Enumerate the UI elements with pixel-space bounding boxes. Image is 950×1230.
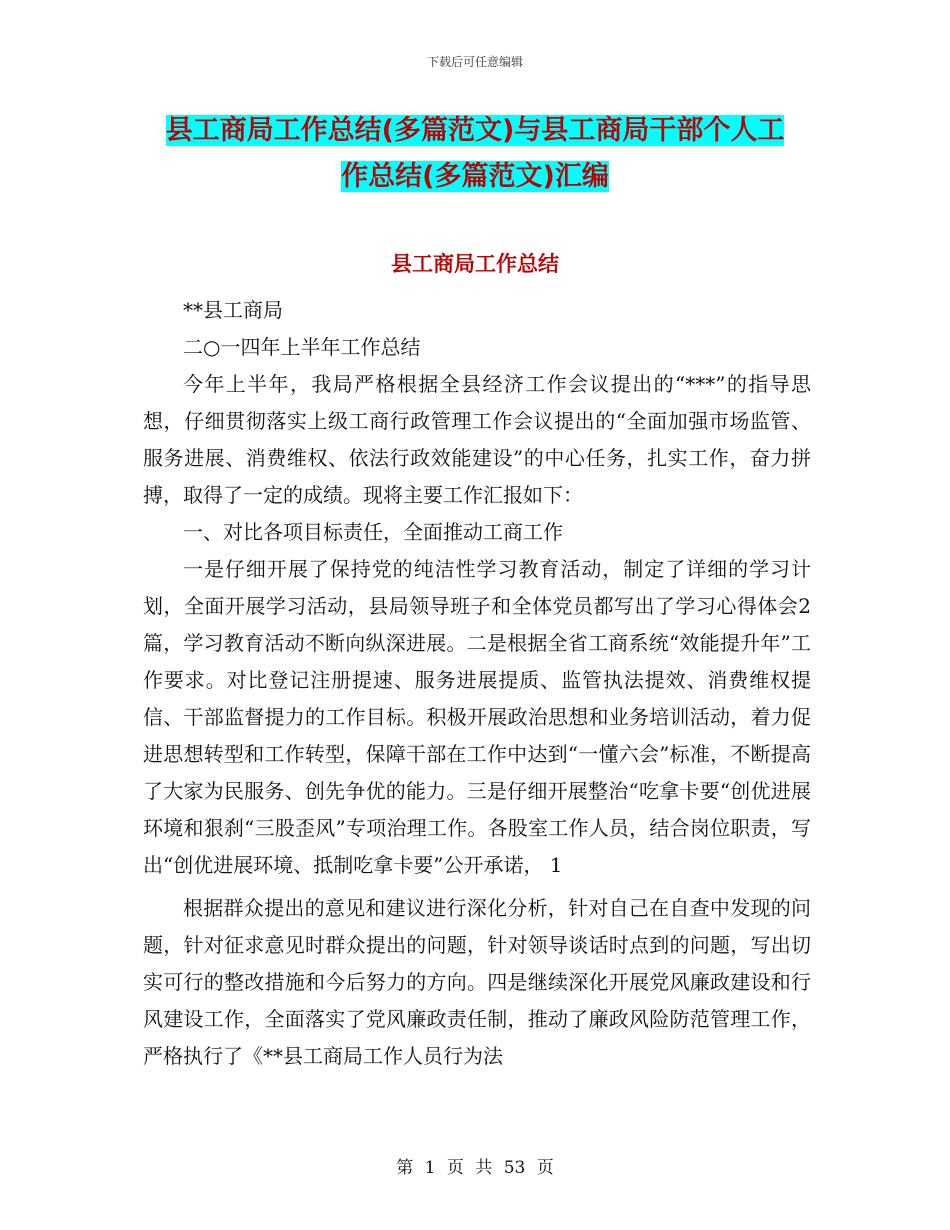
section-title: 县工商局工作总结	[391, 252, 559, 276]
paragraph-heading-1: 一、对比各项目标责任，全面推动工商工作	[183, 520, 563, 544]
document-body	[143, 292, 811, 1075]
paragraph-org: **县工商局	[183, 298, 283, 322]
paragraph-period: 二○一四年上半年工作总结	[183, 335, 421, 359]
paragraph-body-1: 一是仔细开展了保持党的纯洁性学习教育活动，制定了详细的学习计划，全面开展学习活动，县局领导班子和全体党员都写出了学习心得体会2篇，学习教育活动不断向纵深进展。二是根据全省工商系统“效能提升年”工作要求。对比登记注册提速、服务进展提质、监管执法提效、消费维权提信、干部监督提力的工作目标。积极开展政治思想和业务培训活动，着力促进思想转型和工作转型，保障干部在工作中达到“一懂六会”标准，不断提高了大家为民服务、创先争优的能力。三是仔细开展整治“吃拿卡要“创优进展环境和狠刹“三股歪风”专项治理工作。各股室工作人员，结合岗位职责，写出“创优进展环境、抵制吃拿卡要”公开承诺， 1	[143, 557, 811, 877]
title-line-2: 作总结(多篇范文)汇编	[341, 161, 609, 192]
document-title	[100, 108, 850, 200]
paragraph-intro: 今年上半年，我局严格根据全县经济工作会议提出的“***”的指导思想，仔细贯彻落实上级工商行政管理工作会议提出的“全面加强市场监管、服务进展、消费维权、依法行政效能建设”的中心任务，扎实工作，奋力拼搏，取得了一定的成绩。现将主要工作汇报如下：	[143, 372, 811, 507]
paragraph-body-2: 根据群众提出的意见和建议进行深化分析，针对自己在自查中发现的问题，针对征求意见时群众提出的问题，针对领导谈话时点到的问题，写出切实可行的整改措施和今后努力的方向。四是继续深化开展党风廉政建设和行风建设工作，全面落实了党风廉政责任制，推动了廉政风险防范管理工作，严格执行了《**县工商局工作人员行为法	[143, 896, 811, 1068]
title-line-1: 县工商局工作总结(多篇范文)与县工商局干部个人工	[165, 115, 785, 146]
page-footer: 第 1 页 共 53 页	[396, 1158, 554, 1178]
page-header-note: 下载后可任意编辑	[426, 55, 523, 69]
